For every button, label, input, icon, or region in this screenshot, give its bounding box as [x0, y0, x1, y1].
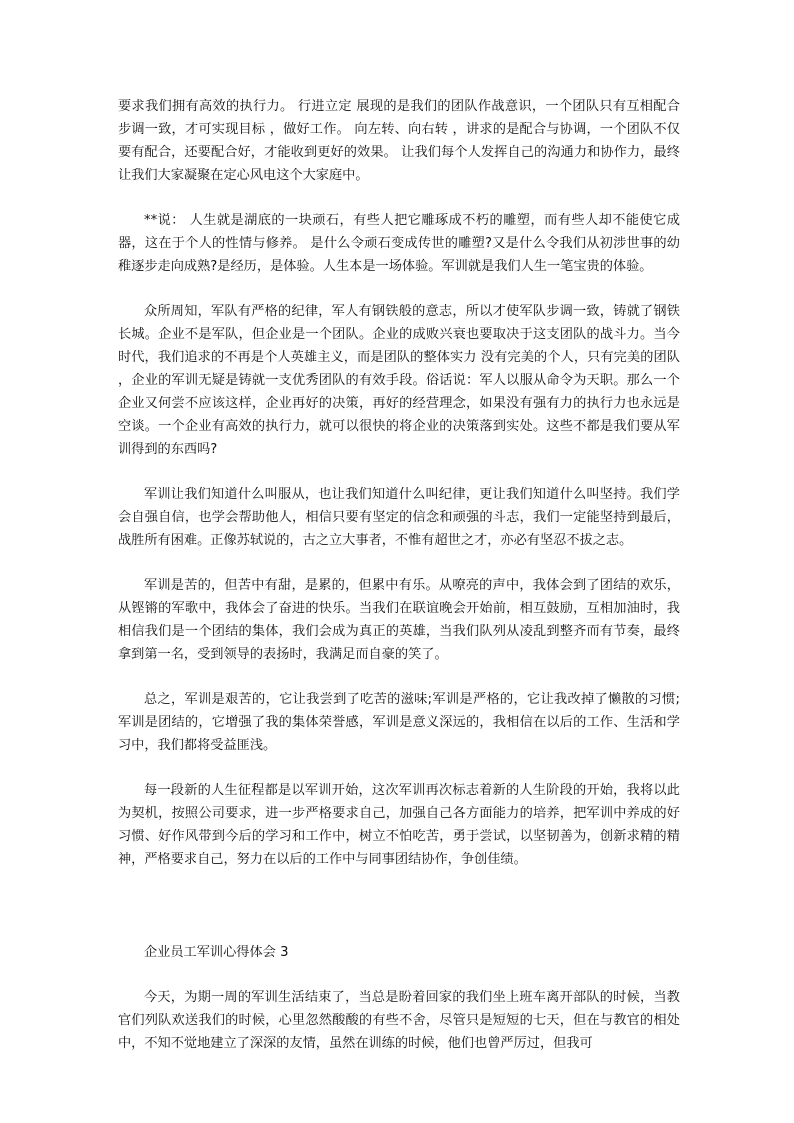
- section-title: 企业员工军训心得体会 3: [144, 945, 289, 960]
- paragraph-obedience: 军训让我们知道什么叫服从，也让我们知道什么叫纪律，更让我们知道什么叫坚持。我们学会自强自信，也学会帮助他人，相信只要有坚定的信念和顽强的斗志，我们一定能坚持到最后，战胜所有困难。正像苏轼说的，古之立大事者，不惟有超世之才，亦必有坚忍不拔之志。: [118, 487, 680, 548]
- document-page: [118, 95, 680, 1055]
- paragraph-new-journey: 每一段新的人生征程都是以军训开始，这次军训再次标志着新的人生阶段的开始，我将以此为契机，按照公司要求，进一步严格要求自己，加强自己各方面能力的培养，把军训中养成的好习惯、好作风带到今后的学习和工作中，树立不怕吃苦，勇于尝试，以坚韧善为，创新求精的精神，严格要求自己，努力在以后的工作中与同事团结协作，争创佳绩。: [118, 783, 680, 867]
- paragraph-army-team: 众所周知，军队有严格的纪律，军人有钢铁般的意志，所以才使军队步调一致，铸就了钢铁长城。企业不是军队，但企业是一个团队。企业的成败兴衰也要取决于这支团队的战斗力。当今时代，我们追求的不再是个人英雄主义，而是团队的整体实力 没有完美的个人，只有完美的团队 ，企业的军训无疑是铸就一支优秀团队的有效手段。俗话说：军人以服从命令为天职。那么一个企业又何尝不应该这样，企业再好的决策，再好的经营理念，如果没有强有力的执行力也永远是空谈。一个企业有高效的执行力，就可以很快的将企业的决策落到实处。这些不都是我们要从军训得到的东西吗?: [118, 304, 680, 457]
- paragraph-hardship: 军训是苦的，但苦中有甜，是累的，但累中有乐。从嘹亮的声中，我体会到了团结的欢乐，从铿锵的军歌中，我体会了奋进的快乐。当我们在联谊晚会开始前，相互鼓励，互相加油时，我相信我们是一个团结的集体，我们会成为真正的英雄，当我们队列从凌乱到整齐而有节奏，最终拿到第一名，受到领导的表扬时，我满足而自豪的笑了。: [118, 578, 680, 662]
- paragraph-summary: 总之，军训是艰苦的，它让我尝到了吃苦的滋味;军训是严格的，它让我改掉了懒散的习惯;军训是团结的，它增强了我的集体荣誉感，军训是意义深远的，我相信在以后的工作、生活和学习中，我们都将受益匪浅。: [118, 692, 680, 753]
- paragraph-life-experience: **说： 人生就是湖底的一块顽石，有些人把它雕琢成不朽的雕塑，而有些人却不能使它成器，这在于个人的性情与修养。 是什么令顽石变成传世的雕塑?又是什么令我们从初涉世事的幼稚逐步走向成熟?是经历，是体验。人生本是一场体验。军训就是我们人生一笔宝贵的体验。: [118, 213, 680, 274]
- paragraph-execution: 要求我们拥有高效的执行力。 行进立定 展现的是我们的团队作战意识，一个团队只有互相配合步调一致，才可实现目标 ，做好工作。 向左转、向右转 ，讲求的是配合与协调，一个团队不仅要有配合，还要配合好，才能收到更好的效果。 让我们每个人发挥自己的沟通力和协作力，最终让我们大家凝聚在定心风电这个大家庭中。: [118, 99, 680, 183]
- section-paragraph: 今天，为期一周的军训生活结束了，当总是盼着回家的我们坐上班车离开部队的时候，当教官们列队欢送我们的时候，心里忽然酸酸的有些不舍，尽管只是短短的七天，但在与教官的相处中，不知不觉地建立了深深的友情，虽然在训练的时候，他们也曾严厉过，但我可: [118, 990, 680, 1051]
